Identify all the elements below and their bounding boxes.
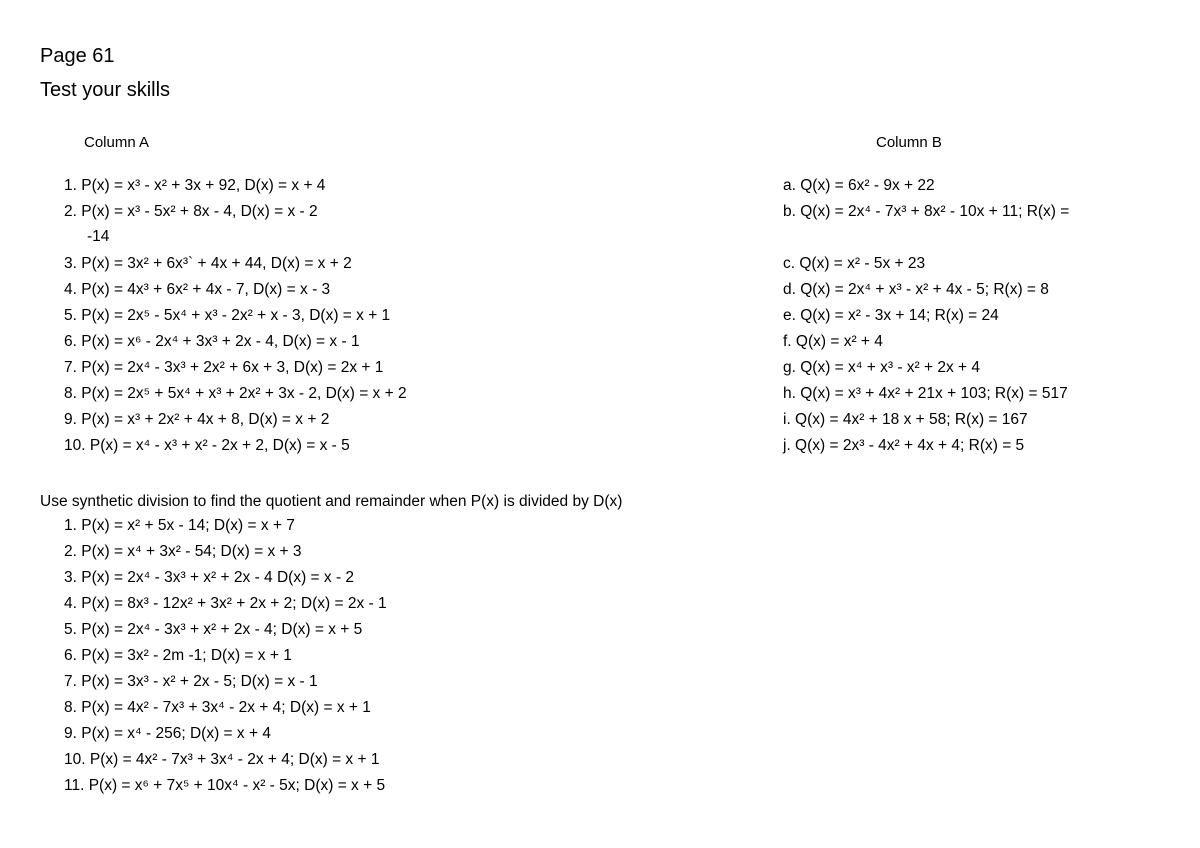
column-a-item: 4. P(x) = 4x³ + 6x² + 4x - 7, D(x) = x - 3 [64, 281, 331, 298]
synthetic-division-instruction: Use synthetic division to find the quotient and remainder when P(x) is divided by D(x) [40, 493, 623, 510]
column-a-item: 9. P(x) = x³ + 2x² + 4x + 8, D(x) = x + 2 [64, 411, 330, 428]
column-a-item-continuation: -14 [87, 228, 110, 245]
synthetic-item: 3. P(x) = 2x⁴ - 3x³ + x² + 2x - 4 D(x) = x - 2 [64, 569, 355, 586]
column-b-item: a. Q(x) = 6x² - 9x + 22 [783, 177, 935, 194]
column-b-item: i. Q(x) = 4x² + 18 x + 58; R(x) = 167 [783, 411, 1028, 428]
synthetic-item: 1. P(x) = x² + 5x - 14; D(x) = x + 7 [64, 517, 295, 534]
page-label: Page 61 [40, 45, 115, 67]
page-title: Test your skills [40, 79, 171, 101]
column-a-heading: Column A [84, 134, 150, 151]
synthetic-item: 4. P(x) = 8x³ - 12x² + 3x² + 2x + 2; D(x) = 2x - 1 [64, 595, 387, 612]
column-a-item: 2. P(x) = x³ - 5x² + 8x - 4, D(x) = x - 2 [64, 203, 318, 220]
column-a-item: 1. P(x) = x³ - x² + 3x + 92, D(x) = x + 4 [64, 177, 326, 194]
column-b-heading: Column B [876, 134, 942, 151]
synthetic-item: 9. P(x) = x⁴ - 256; D(x) = x + 4 [64, 725, 271, 742]
synthetic-item: 6. P(x) = 3x² - 2m -1; D(x) = x + 1 [64, 647, 292, 664]
column-b-item: b. Q(x) = 2x⁴ - 7x³ + 8x² - 10x + 11; R(x) = [783, 203, 1070, 220]
column-a-item: 10. P(x) = x⁴ - x³ + x² - 2x + 2, D(x) = x - 5 [64, 437, 350, 454]
column-b-item: j. Q(x) = 2x³ - 4x² + 4x + 4; R(x) = 5 [783, 437, 1025, 454]
synthetic-item: 11. P(x) = x⁶ + 7x⁵ + 10x⁴ - x² - 5x; D(x) = x + 5 [64, 777, 386, 794]
synthetic-item: 7. P(x) = 3x³ - x² + 2x - 5; D(x) = x - 1 [64, 673, 318, 690]
column-a-item: 3. P(x) = 3x² + 6x³` + 4x + 44, D(x) = x + 2 [64, 255, 352, 272]
synthetic-item: 8. P(x) = 4x² - 7x³ + 3x⁴ - 2x + 4; D(x) = x + 1 [64, 699, 371, 716]
column-b-item: g. Q(x) = x⁴ + x³ - x² + 2x + 4 [783, 359, 981, 376]
column-a-item: 5. P(x) = 2x⁵ - 5x⁴ + x³ - 2x² + x - 3, D(x) = x + 1 [64, 307, 391, 324]
column-b-item: c. Q(x) = x² - 5x + 23 [783, 255, 926, 272]
column-a-item: 7. P(x) = 2x⁴ - 3x³ + 2x² + 6x + 3, D(x) = 2x + 1 [64, 359, 384, 376]
column-a-item: 8. P(x) = 2x⁵ + 5x⁴ + x³ + 2x² + 3x - 2, D(x) = x + 2 [64, 385, 407, 402]
column-b-item: e. Q(x) = x² - 3x + 14; R(x) = 24 [783, 307, 999, 324]
column-a-item: 6. P(x) = x⁶ - 2x⁴ + 3x³ + 2x - 4, D(x) = x - 1 [64, 333, 360, 350]
column-b-item: f. Q(x) = x² + 4 [783, 333, 883, 350]
synthetic-item: 10. P(x) = 4x² - 7x³ + 3x⁴ - 2x + 4; D(x) = x + 1 [64, 751, 380, 768]
synthetic-item: 5. P(x) = 2x⁴ - 3x³ + x² + 2x - 4; D(x) = x + 5 [64, 621, 363, 638]
synthetic-item: 2. P(x) = x⁴ + 3x² - 54; D(x) = x + 3 [64, 543, 302, 560]
column-b-item: d. Q(x) = 2x⁴ + x³ - x² + 4x - 5; R(x) = 8 [783, 281, 1049, 298]
column-b-item: h. Q(x) = x³ + 4x² + 21x + 103; R(x) = 517 [783, 385, 1068, 402]
